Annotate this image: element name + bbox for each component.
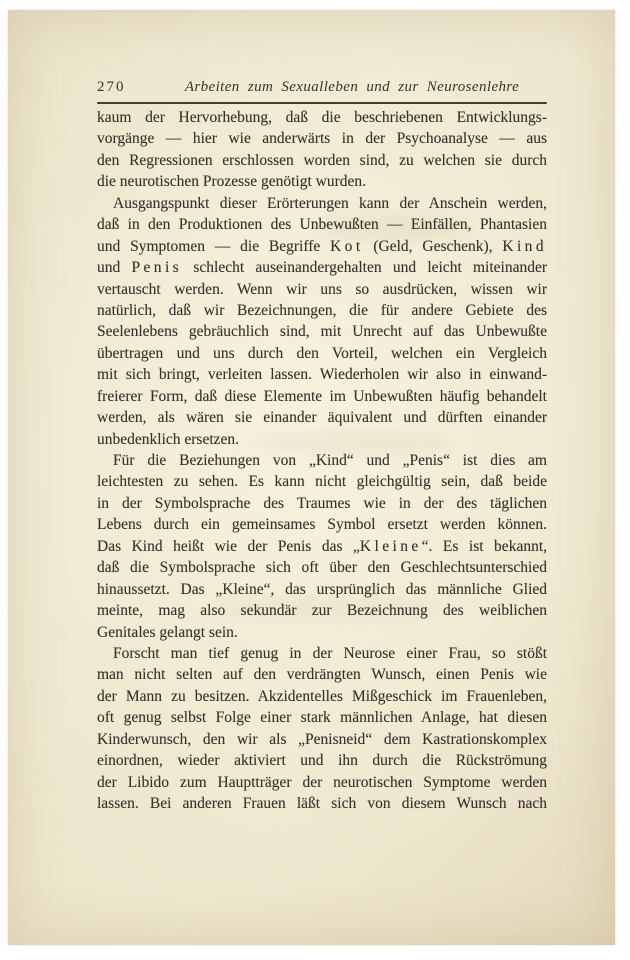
page-number: 270 [97, 79, 126, 95]
text-line: freierer Form, daß diese Elemente im Unbewußten häufig behandelt [97, 387, 547, 405]
paragraph [97, 643, 547, 815]
page-header [97, 79, 547, 101]
text-line: kaum der Hervorhebung, daß die beschriebenen Entwicklungs- [97, 109, 547, 126]
running-head: Arbeiten zum Sexualleben und zur Neurosenlehre [184, 79, 520, 95]
text-line: lassen. Bei anderen Frauen läßt sich von diesem Wunsch nach [97, 795, 547, 812]
emphasized-word: Penis [131, 259, 183, 277]
text-line: unbedenklich ersetzen. [97, 430, 240, 448]
text-line: vertauscht werden. Wenn wir uns so ausdrücken, wissen wir [97, 280, 547, 298]
text-line: vorgänge — hier wie anderwärts in der Psychoanalyse — aus [97, 130, 547, 148]
text-line: mit sich bringt, verleiten lassen. Wiederholen wir also in einwand- [97, 366, 547, 384]
text-line: und Symptomen — die Begriffe Kot (Geld, Geschenk), Kind [97, 237, 547, 255]
text-line: daß in den Produktionen des Unbewußten — Einfällen, Phantasien [97, 216, 547, 234]
text-line: leichtesten zu sehen. Es kann nicht gleichgültig sein, daß beide [97, 473, 547, 491]
emphasized-word: Kleine [359, 537, 422, 555]
text-line: den Regressionen erschlossen worden sind, zu welchen sie durch [97, 151, 547, 169]
text-line: Kinderwunsch, den wir als „Penisneid“ dem Kastrationskomplex [97, 730, 547, 748]
text-line: man nicht selten auf den verdrängten Wunsch, einen Penis wie [97, 666, 547, 684]
text-line: der Mann zu besitzen. Akzidentelles Mißgeschick im Frauenleben, [97, 687, 547, 705]
text-line: die neurotischen Prozesse genötigt wurden. [97, 173, 367, 191]
paragraph [97, 450, 547, 643]
text-line: Für die Beziehungen von „Kind“ und „Penis“ ist dies am [113, 452, 547, 469]
paragraph [97, 193, 547, 450]
text-line: und Penis schlecht auseinandergehalten und leicht miteinander [97, 259, 547, 277]
text-line: Lebens durch ein gemeinsames Symbol ersetzt werden können. [97, 516, 547, 534]
text-line: Forscht man tief genug in der Neurose einer Frau, so stößt [113, 644, 547, 662]
text-line: übertragen und uns durch den Vorteil, welchen ein Vergleich [97, 344, 547, 362]
paragraph [97, 107, 547, 193]
text-line: Seelenlebens gebräuchlich sind, mit Unrecht auf das Unbewußte [97, 323, 547, 341]
text-line: Ausgangspunkt dieser Erörterungen kann der Anschein werden, [113, 194, 547, 212]
page-body [97, 107, 547, 814]
text-line: hinaussetzt. Das „Kleine“, das ursprünglich das männliche Glied [97, 580, 547, 598]
text-line: oft genug selbst Folge einer stark männlichen Anlage, hat diesen [97, 709, 547, 727]
text-line: einordnen, wieder aktiviert und ihn durch die Rückströmung [97, 752, 547, 770]
text-line: daß die Symbolsprache sich oft über den Geschlechtsunterschied [97, 559, 547, 577]
text-line: meinte, mag also sekundär zur Bezeichnung des weiblichen [97, 602, 547, 620]
text-line: Das Kind heißt wie der Penis das „Kleine“. Es ist bekannt, [97, 537, 547, 555]
text-line: werden, als wären sie einander äquivalent und dürften einander [97, 409, 547, 427]
emphasized-word: Kind [502, 237, 547, 255]
text-line: in der Symbolsprache des Traumes wie in der des täglichen [97, 494, 547, 512]
text-line: der Libido zum Hauptträger der neurotischen Symptome werden [97, 773, 547, 791]
text-line: natürlich, daß wir Bezeichnungen, die für andere Gebiete des [97, 301, 547, 319]
text-line: Genitales gelangt sein. [97, 623, 238, 641]
header-rule [97, 102, 547, 104]
book-page [8, 10, 615, 945]
emphasized-word: Kot [330, 237, 364, 255]
